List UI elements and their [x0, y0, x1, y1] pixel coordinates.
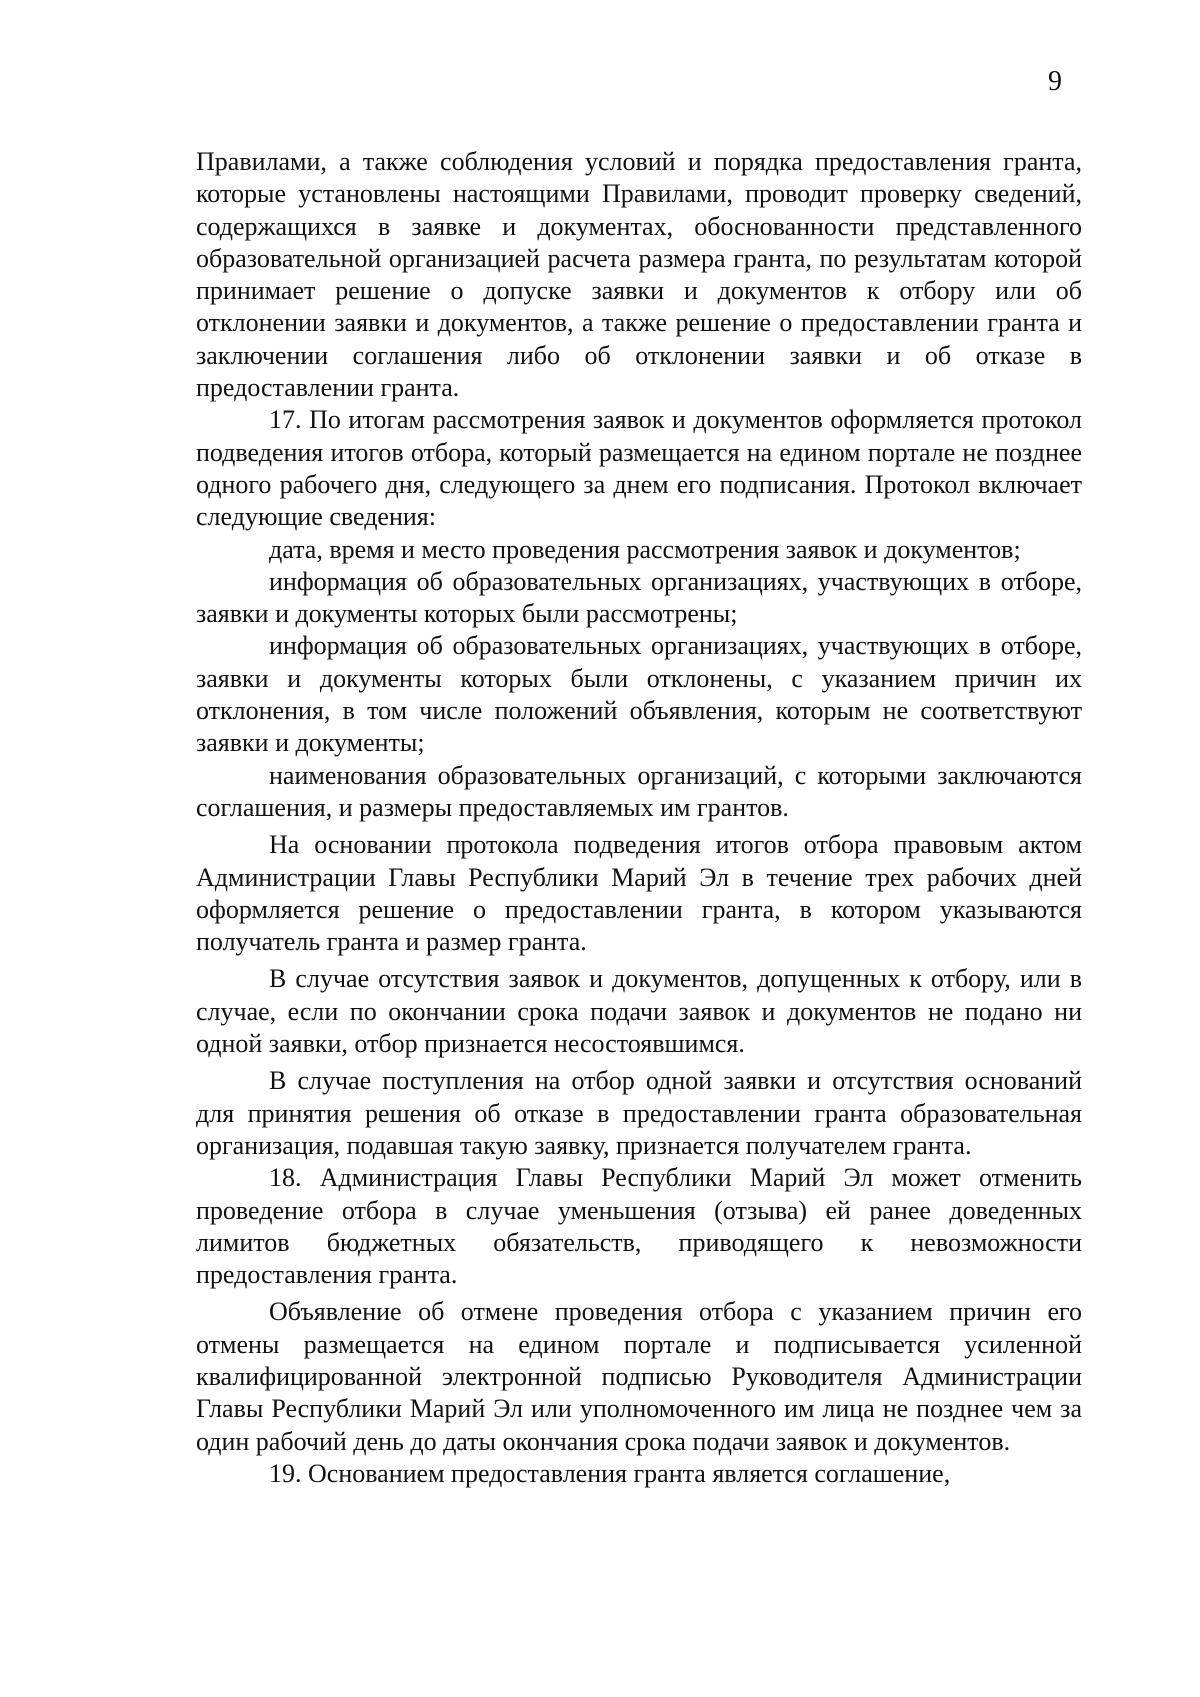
paragraph: Правилами, а также соблюдения условий и порядка предоставления гранта, которые установлены настоящими Правилами, проводит проверку сведений, содержащихся в заявке и документах, обоснованности представленного образовательной организацией расчета размера гранта, по результатам которой принимает решение о допуске заявки и документов к отбору или об отклонении заявки и документов, а также решение о предоставлении гранта и заключении соглашения либо об отклонении заявки и об отказе в предоставлении гранта.	[196, 147, 1082, 403]
document-body	[196, 146, 1082, 1490]
paragraph: В случае поступления на отбор одной заявки и отсутствия оснований для принятия решения об отказе в предоставлении гранта образовательная организация, подавшая такую заявку, признается получателем гранта.	[196, 1066, 1082, 1160]
page-number: 9	[1048, 66, 1062, 97]
paragraph: 17. По итогам рассмотрения заявок и документов оформляется протокол подведения итогов отбора, который размещается на едином портале не позднее одного рабочего дня, следующего за днем его подписания. Протокол включает следующие сведения:	[196, 405, 1082, 532]
paragraph: Объявление об отмене проведения отбора с указанием причин его отмены размещается на едином портале и подписывается усиленной квалифицированной электронной подписью Руководителя Администрации Главы Республики Марий Эл или уполномоченного им лица не позднее чем за один рабочий день до даты окончания срока подачи заявок и документов.	[196, 1297, 1082, 1456]
paragraph: 18. Администрация Главы Республики Марий Эл может отменить проведение отбора в случае уменьшения (отзыва) ей ранее доведенных лимитов бюджетных обязательств, приводящего к невозможности предоставления гранта.	[196, 1163, 1082, 1290]
list-item: дата, время и место проведения рассмотрения заявок и документов;	[269, 534, 1021, 564]
paragraph: На основании протокола подведения итогов отбора правовым актом Администрации Главы Республики Марий Эл в течение трех рабочих дней оформляется решение о предоставлении гранта, в котором указываются получатель гранта и размер гранта.	[196, 830, 1082, 957]
list-item: информация об образовательных организациях, участвующих в отборе, заявки и документы которых были рассмотрены;	[196, 566, 1082, 629]
list-item: информация об образовательных организациях, участвующих в отборе, заявки и документы которых были отклонены, с указанием причин их отклонения, в том числе положений объявления, которым не соответствуют заявки и документы;	[196, 631, 1082, 758]
paragraph: 19. Основанием предоставления гранта является соглашение,	[269, 1458, 951, 1488]
paragraph: В случае отсутствия заявок и документов, допущенных к отбору, или в случае, если по окончании срока подачи заявок и документов не подано ни одной заявки, отбор признается несостоявшимся.	[196, 964, 1082, 1059]
list-item: наименования образовательных организаций, с которыми заключаются соглашения, и размеры предоставляемых им грантов.	[196, 760, 1082, 822]
